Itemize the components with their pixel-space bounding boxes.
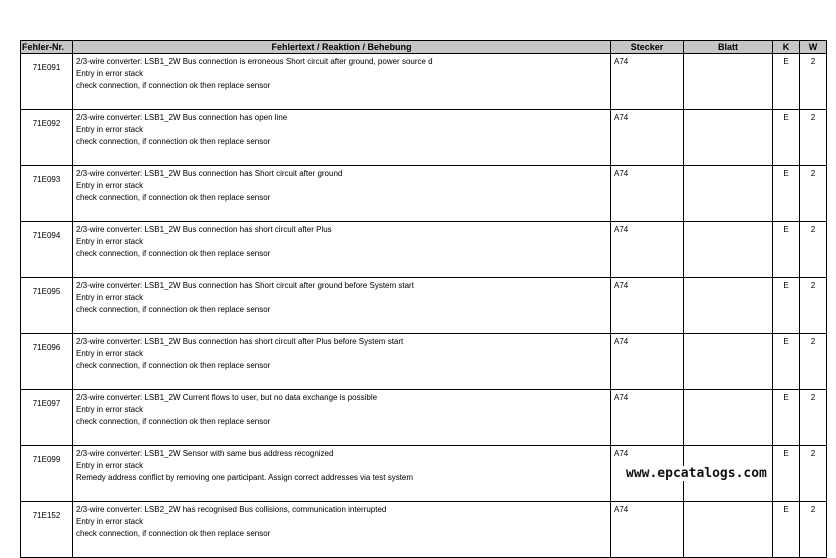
error-description: 2/3-wire converter: LSB1_2W Bus connection has short circuit after Plus	[76, 225, 332, 234]
table-header	[21, 41, 827, 54]
error-remedy: check connection, if connection ok then replace sensor	[76, 81, 271, 90]
k-cell: E	[773, 390, 800, 446]
connector-cell: A74	[611, 446, 684, 502]
w-cell: 2	[800, 390, 827, 446]
w-cell: 2	[800, 54, 827, 110]
error-remedy: Remedy address conflict by removing one participant. Assign correct addresses via test system	[76, 473, 414, 482]
table-row	[21, 502, 827, 558]
connector-cell: A74	[611, 166, 684, 222]
w-cell: 2	[800, 446, 827, 502]
error-text-cell	[73, 166, 611, 222]
w-cell: 2	[800, 334, 827, 390]
error-reaction: Entry in error stack	[76, 293, 144, 302]
error-remedy: check connection, if connection ok then replace sensor	[76, 305, 271, 314]
error-number: 71E092	[21, 110, 73, 166]
connector-cell: A74	[611, 334, 684, 390]
error-reaction: Entry in error stack	[76, 237, 144, 246]
k-cell: E	[773, 278, 800, 334]
header-k: K	[773, 41, 800, 54]
error-remedy: check connection, if connection ok then replace sensor	[76, 137, 271, 146]
error-number: 71E094	[21, 222, 73, 278]
k-cell: E	[773, 222, 800, 278]
error-text-cell	[73, 390, 611, 446]
error-reaction: Entry in error stack	[76, 349, 144, 358]
connector-cell: A74	[611, 502, 684, 558]
error-description: 2/3-wire converter: LSB1_2W Bus connection has Short circuit after ground before System start	[76, 281, 414, 290]
error-text-cell	[73, 222, 611, 278]
error-reaction: Entry in error stack	[76, 517, 144, 526]
w-cell: 2	[800, 278, 827, 334]
error-number: 71E091	[21, 54, 73, 110]
header-error-number: Fehler-Nr.	[21, 41, 73, 54]
w-cell: 2	[800, 502, 827, 558]
error-reaction: Entry in error stack	[76, 181, 144, 190]
error-remedy: check connection, if connection ok then replace sensor	[76, 249, 271, 258]
k-cell: E	[773, 502, 800, 558]
error-remedy: check connection, if connection ok then replace sensor	[76, 361, 271, 370]
connector-cell: A74	[611, 54, 684, 110]
error-remedy: check connection, if connection ok then replace sensor	[76, 417, 271, 426]
error-remedy: check connection, if connection ok then replace sensor	[76, 193, 271, 202]
w-cell: 2	[800, 222, 827, 278]
header-sheet: Blatt	[684, 41, 773, 54]
table-row	[21, 222, 827, 278]
table-row	[21, 334, 827, 390]
error-remedy: check connection, if connection ok then replace sensor	[76, 529, 271, 538]
sheet-cell	[684, 54, 773, 110]
sheet-cell	[684, 502, 773, 558]
sheet-cell	[684, 110, 773, 166]
k-cell: E	[773, 110, 800, 166]
error-number: 71E096	[21, 334, 73, 390]
error-number: 71E093	[21, 166, 73, 222]
header-error-text: Fehlertext / Reaktion / Behebung	[73, 41, 611, 54]
sheet-cell	[684, 278, 773, 334]
k-cell: E	[773, 334, 800, 390]
table-row	[21, 54, 827, 110]
error-number: 71E099	[21, 446, 73, 502]
error-text-cell	[73, 110, 611, 166]
error-description: 2/3-wire converter: LSB1_2W Bus connection has Short circuit after ground	[76, 169, 343, 178]
sheet-cell	[684, 334, 773, 390]
table-row	[21, 110, 827, 166]
sheet-cell	[684, 390, 773, 446]
error-description: 2/3-wire converter: LSB1_2W Sensor with same bus address recognized	[76, 449, 334, 458]
k-cell: E	[773, 54, 800, 110]
k-cell: E	[773, 166, 800, 222]
error-text-cell	[73, 334, 611, 390]
table-row	[21, 278, 827, 334]
connector-cell: A74	[611, 222, 684, 278]
error-reaction: Entry in error stack	[76, 125, 144, 134]
table-row	[21, 166, 827, 222]
w-cell: 2	[800, 110, 827, 166]
error-number: 71E095	[21, 278, 73, 334]
error-reaction: Entry in error stack	[76, 461, 144, 470]
w-cell: 2	[800, 166, 827, 222]
error-description: 2/3-wire converter: LSB2_2W has recognised Bus collisions, communication interrupted	[76, 505, 387, 514]
error-description: 2/3-wire converter: LSB1_2W Bus connection has short circuit after Plus before System start	[76, 337, 404, 346]
error-text-cell	[73, 278, 611, 334]
k-cell: E	[773, 446, 800, 502]
error-description: 2/3-wire converter: LSB1_2W Bus connection has open line	[76, 113, 288, 122]
table-body	[21, 54, 827, 558]
error-text-cell	[73, 502, 611, 558]
error-reaction: Entry in error stack	[76, 405, 144, 414]
header-connector: Stecker	[611, 41, 684, 54]
watermark-text: www.epcatalogs.com	[626, 466, 767, 481]
connector-cell: A74	[611, 110, 684, 166]
connector-cell: A74	[611, 390, 684, 446]
error-description: 2/3-wire converter: LSB1_2W Current flows to user, but no data exchange is possible	[76, 393, 378, 402]
header-w: W	[800, 41, 827, 54]
sheet-cell	[684, 222, 773, 278]
error-reaction: Entry in error stack	[76, 69, 144, 78]
connector-cell: A74	[611, 278, 684, 334]
error-description: 2/3-wire converter: LSB1_2W Bus connection is erroneous Short circuit after ground, power source d	[76, 57, 433, 66]
error-text-cell	[73, 446, 611, 502]
error-number: 71E097	[21, 390, 73, 446]
error-number: 71E152	[21, 502, 73, 558]
table-row	[21, 390, 827, 446]
sheet-cell	[684, 166, 773, 222]
error-text-cell	[73, 54, 611, 110]
